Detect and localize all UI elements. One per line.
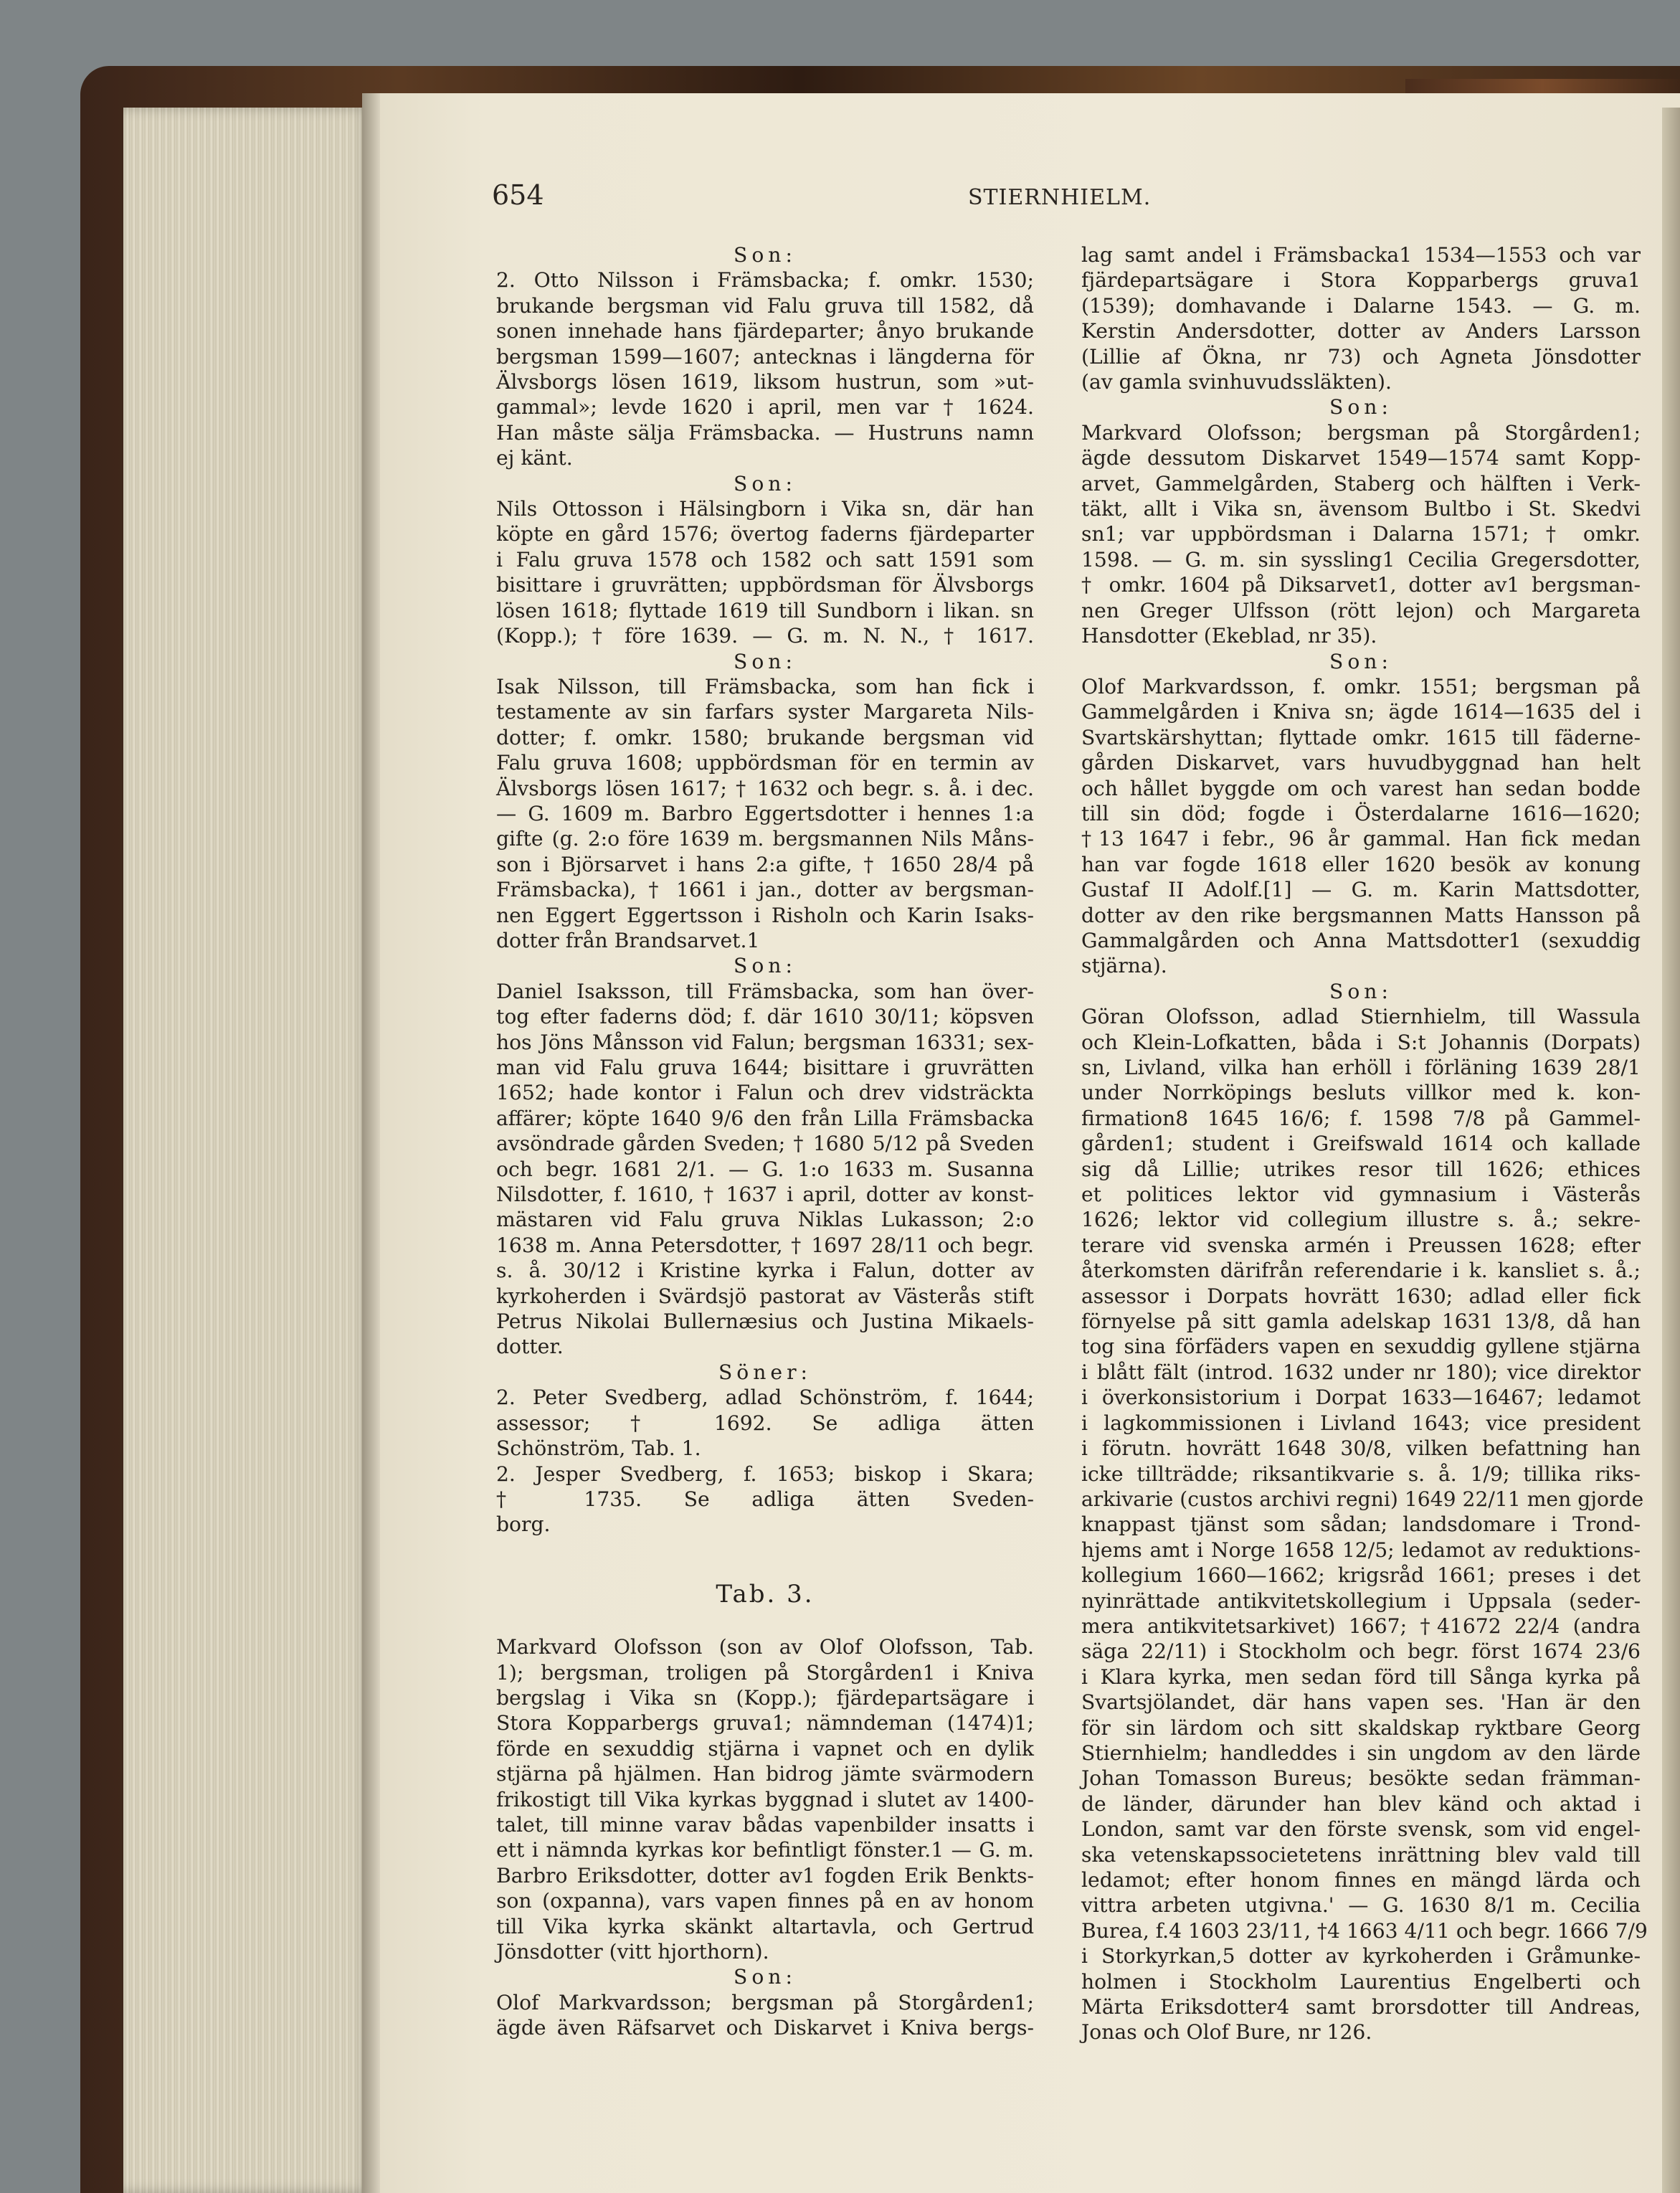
right-column-text [1081, 242, 1648, 2045]
text-line: 1); bergsman, troligen på Storgården1 i Kniva [496, 1660, 1034, 1685]
text-line: holmen i Stockholm Laurentius Engelberti och [1081, 1969, 1641, 1994]
text-line: Olof Markvardsson, f. omkr. 1551; bergsman på [1081, 674, 1641, 698]
text-line: ägde även Räfsarvet och Diskarvet i Kniva bergs- [496, 2016, 1034, 2040]
text-line: i blått fält (introd. 1632 under nr 180); vice direktor [1081, 1360, 1641, 1384]
text-line: Jönsdotter (vitt hjorthorn). [496, 1940, 769, 1964]
text-line: (Kopp.); † före 1639. — G. m. N. N., † 1617. [496, 624, 1034, 648]
text-line: avsöndrade gården Sveden; † 1680 5/12 på Sveden [496, 1132, 1034, 1156]
text-line: gården1; student i Greifswald 1614 och kallade [1081, 1132, 1641, 1156]
text-line: Isak Nilsson, till Främsbacka, som han fick i [496, 674, 1034, 698]
text-line: Älvsborgs lösen 1617; † 1632 och begr. s. å. i dec. [496, 776, 1034, 800]
text-line: testamente av sin farfars syster Margareta Nils- [496, 700, 1034, 724]
text-line: — G. 1609 m. Barbro Eggertsdotter i hennes 1:a [496, 801, 1034, 825]
text-line: son (oxpanna), vars vapen finnes på en av honom [496, 1889, 1034, 1913]
text-line: för sin lärdom och sitt skaldskap ryktbare Georg [1081, 1715, 1641, 1740]
text-line: Olof Markvardsson; bergsman på Storgården1; [496, 1990, 1034, 2014]
text-line: hjems amt i Norge 1658 12/5; ledamot av reduktions- [1081, 1538, 1641, 1562]
section-heading: Son: [734, 243, 797, 267]
text-line: i förutn. hovrätt 1648 30/8, vilken befattning han [1081, 1436, 1641, 1461]
left-column-text-a [496, 242, 1034, 1538]
text-line: † 1735. Se adliga ätten Sveden- [496, 1487, 1034, 1511]
text-line: 2. Jesper Svedberg, f. 1653; biskop i Skara; [496, 1462, 1034, 1486]
text-line: återkomsten därifrån referendarie i k. kansliet s. å.; [1081, 1259, 1641, 1283]
text-line: talet, till minne varav bådas vapenbilder insatts i [496, 1812, 1034, 1837]
text-line: 1638 m. Anna Petersdotter, † 1697 28/11 och begr. [496, 1233, 1034, 1257]
text-line: et politices lektor vid gymnasium i Västerås [1081, 1183, 1641, 1207]
text-line: London, samt var den förste svensk, som vid engel- [1081, 1817, 1641, 1842]
section-heading: Söner: [718, 1360, 812, 1384]
text-line: Schönström, Tab. 1. [496, 1436, 701, 1461]
text-line: i Klara kyrka, men sedan förd till Sånga kyrka på [1081, 1664, 1641, 1689]
facing-page-edge [1662, 108, 1680, 2193]
text-line: kollegium 1660—1662; krigsråd 1661; preses i det [1081, 1563, 1641, 1588]
text-line: son i Björsarvet i hans 2:a gifte, † 1650 28/4 på [496, 852, 1034, 876]
section-heading: Son: [734, 1965, 797, 1989]
text-line: Svartsjölandet, där hans vapen ses. 'Han är den [1081, 1690, 1641, 1715]
text-line: till sin död; fogde i Österdalarne 1616—1620; [1081, 801, 1641, 825]
text-line: gammal»; levde 1620 i april, men var † 1624. [496, 395, 1034, 420]
text-line: tog efter faderns död; f. där 1610 30/11; köpsven [496, 1005, 1034, 1029]
text-line: till Vika kyrka skänkt altartavla, och Gertrud [496, 1914, 1034, 1938]
text-line: mera antikvitetsarkivet) 1667; †41672 22/4 (andra [1081, 1614, 1641, 1638]
text-line: nyinrättade antikvitetskollegium i Uppsala (seder- [1081, 1588, 1641, 1613]
text-line: Gammalgården och Anna Mattsdotter1 (sexuddig [1081, 928, 1641, 952]
text-line: i Storkyrkan,5 dotter av kyrkoherden i Gråmunke- [1081, 1944, 1641, 1969]
text-line: sonen innehade hans fjärdeparter; ånyo brukande [496, 319, 1034, 344]
text-line: Markvard Olofsson; bergsman på Storgården1; [1081, 420, 1641, 445]
text-line: och begr. 1681 2/1. — G. 1:o 1633 m. Susanna [496, 1157, 1034, 1181]
text-line: ledamot; efter honom finnes en mängd lärda och [1081, 1868, 1641, 1892]
text-line: Jonas och Olof Bure, nr 126. [1081, 2020, 1372, 2045]
section-heading: Son: [1329, 649, 1392, 673]
text-line: under Norrköpings besluts villkor med k. kon- [1081, 1081, 1641, 1105]
text-line: sn, Livland, vilka han erhöll i förläning 1639 28/1 [1081, 1056, 1641, 1079]
text-line: ska vetenskapssocietetens inrättning blev vald till [1081, 1842, 1641, 1867]
text-line: ett i nämnda kyrkas kor befintligt fönster.1 — G. m. [496, 1838, 1034, 1862]
text-line: han var fogde 1618 eller 1620 besök av konung [1081, 852, 1641, 876]
text-line: Petrus Nikolai Bullernæsius och Justina Mikaels- [496, 1309, 1034, 1334]
text-line: sn1; var uppbördsman i Dalarna 1571; † omkr. [1081, 522, 1641, 546]
text-line: Johan Tomasson Bureus; besökte sedan främman- [1081, 1766, 1641, 1791]
section-title-tab-3: Tab. 3. [716, 1579, 815, 1609]
text-line: knappast tjänst som sådan; landsdomare i Trond- [1081, 1512, 1641, 1537]
text-line: i lagkommissionen i Livland 1643; vice president [1081, 1411, 1641, 1435]
text-line: köpte en gård 1576; övertog faderns fjärdeparter [496, 522, 1034, 546]
text-line: gifte (g. 2:o före 1639 m. bergsmannen Nils Måns- [496, 827, 1034, 851]
text-line: stjärna på hjälmen. Han bidrog jämte svärmodern [496, 1762, 1034, 1786]
text-line: ej känt. [496, 446, 573, 470]
text-line: dotter; f. omkr. 1580; brukande bergsman vid [496, 725, 1034, 749]
text-line: †13 1647 i febr., 96 år gammal. Han fick medan [1081, 827, 1641, 851]
text-line: lösen 1618; flyttade 1619 till Sundborn i likan. sn [496, 598, 1034, 622]
text-line: kyrkoherden i Svärdsjö pastorat av Västerås stift [496, 1284, 1034, 1308]
text-line: fjärdepartsägare i Stora Kopparbergs gruva1 [1081, 268, 1641, 293]
text-line: tog sina förfäders vapen en sexuddig gyllene stjärna [1081, 1335, 1641, 1359]
text-line: ägde dessutom Diskarvet 1549—1574 samt Kopp- [1081, 446, 1641, 470]
text-line: Han måste sälja Främsbacka. — Hustruns namn [496, 420, 1034, 445]
section-heading: Son: [1329, 979, 1392, 1003]
text-line: 2. Otto Nilsson i Främsbacka; f. omkr. 1530; [496, 268, 1034, 293]
text-line: Nilsdotter, f. 1610, † 1637 i april, dotter av konst- [496, 1183, 1034, 1207]
text-line: † omkr. 1604 på Diksarvet1, dotter av1 bergsman- [1081, 573, 1641, 597]
running-head: STIERNHIELM. [968, 185, 1152, 210]
text-line: nen Greger Ulfsson (rött lejon) och Margareta [1081, 598, 1641, 622]
text-line: Älvsborgs lösen 1619, liksom hustrun, som »ut- [496, 370, 1034, 394]
text-line: Burea, f.4 1603 23/11, †4 1663 4/11 och begr. 1666 7/9 [1081, 1918, 1648, 1943]
text-line: affärer; köpte 1640 9/6 den från Lilla Främsbacka [496, 1106, 1034, 1130]
text-line: täkt, allt i Vika sn, ävensom Bultbo i St. Skedvi [1081, 497, 1641, 521]
text-line: arkivarie (custos archivi regni) 1649 22/11 men gjorde [1081, 1487, 1644, 1511]
text-line: gården Diskarvet, vars huvudbyggnad han helt [1081, 751, 1641, 775]
text-line: 1626; lektor vid collegium illustre s. å.; sekre- [1081, 1208, 1641, 1232]
text-line: sig då Lillie; utrikes resor till 1626; ethices [1081, 1157, 1641, 1181]
page-stack-edge [123, 108, 371, 2193]
text-line: nen Eggert Eggertsson i Risholn och Karin Isaks- [496, 903, 1034, 927]
text-line: bergsman 1599—1607; antecknas i längderna för [496, 344, 1034, 369]
text-line: s. å. 30/12 i Kristine kyrka i Falun, dotter av [496, 1259, 1034, 1283]
text-line: Svartskärshyttan; flyttade omkr. 1615 till fäderne- [1081, 725, 1641, 749]
page-number: 654 [492, 179, 544, 211]
text-line: (Lillie af Ökna, nr 73) och Agneta Jönsdotter [1081, 344, 1641, 369]
text-line: Markvard Olofsson (son av Olof Olofsson, Tab. [496, 1635, 1034, 1659]
section-heading: Son: [734, 954, 797, 978]
text-line: Barbro Eriksdotter, dotter av1 fogden Erik Benkts- [496, 1863, 1034, 1888]
text-line: Falu gruva 1608; uppbördsman för en termin av [496, 751, 1034, 775]
text-line: icke tillträdde; riksantikvarie s. å. 1/9; tillika riks- [1081, 1462, 1641, 1486]
text-line: bergslag i Vika sn (Kopp.); fjärdepartsägare i [496, 1685, 1034, 1710]
text-line: Göran Olofsson, adlad Stiernhielm, till Wassula [1081, 1005, 1641, 1029]
left-column-text-b [496, 1634, 1034, 2041]
section-heading: Son: [734, 649, 797, 673]
text-line: mästaren vid Falu gruva Niklas Lukasson; 2:o [496, 1208, 1034, 1232]
text-line: frikostigt till Vika kyrkas byggnad i slutet av 1400- [496, 1787, 1034, 1811]
text-line: lag samt andel i Främsbacka1 1534—1553 och var [1081, 243, 1641, 267]
text-line: Gammelgården i Kniva sn; ägde 1614—1635 del i [1081, 700, 1641, 724]
text-line: Stiernhielm; handleddes i sin ungdom av den lärde [1081, 1740, 1641, 1765]
text-line: Gustaf II Adolf.[1] — G. m. Karin Mattsdotter, [1081, 878, 1641, 902]
text-line: 2. Peter Svedberg, adlad Schönström, f. 1644; [496, 1386, 1034, 1410]
text-line: Stora Kopparbergs gruva1; nämndeman (1474)1; [496, 1711, 1034, 1735]
text-line: säga 22/11) i Stockholm och begr. först 1674 23/6 [1081, 1639, 1641, 1664]
section-heading: Son: [1329, 395, 1392, 420]
text-line: brukande bergsman vid Falu gruva till 1582, då [496, 293, 1034, 318]
text-line: arvet, Gammelgården, Staberg och hälften i Verk- [1081, 471, 1641, 496]
text-line: stjärna). [1081, 954, 1167, 978]
text-line: Nils Ottosson i Hälsingborn i Vika sn, där han [496, 497, 1034, 521]
text-line: de länder, därunder han blev känd och aktad i [1081, 1791, 1641, 1816]
text-line: och Klein-Lofkatten, båda i S:t Johannis (Dorpats) [1081, 1030, 1641, 1054]
text-line: Hansdotter (Ekeblad, nr 35). [1081, 624, 1377, 648]
text-line: hos Jöns Månsson vid Falun; bergsman 16331; sex- [496, 1030, 1034, 1054]
text-line: dotter av den rike bergsmannen Matts Hansson på [1081, 903, 1641, 927]
text-line: (1539); domhavande i Dalarne 1543. — G. m. [1081, 293, 1641, 318]
text-line: assessor i Dorpats hovrätt 1630; adlad eller fick [1081, 1284, 1641, 1308]
text-line: (av gamla svinhuvudssläkten). [1081, 370, 1392, 394]
text-line: borg. [496, 1512, 551, 1537]
text-line: Märta Eriksdotter4 samt brorsdotter till Andreas, [1081, 1995, 1641, 2019]
text-line: assessor; † 1692. Se adliga ätten [496, 1411, 1034, 1435]
text-line: terare vid svenska armén i Preussen 1628; efter [1081, 1233, 1641, 1257]
text-line: bisittare i gruvrätten; uppbördsman för Älvsborgs [496, 573, 1034, 597]
left-column [496, 242, 1034, 2041]
text-line: dotter. [496, 1335, 564, 1359]
text-line: förde en sexuddig stjärna i vapnet och en dylik [496, 1736, 1034, 1761]
text-line: och hållet byggde om och varest han sedan bodde [1081, 776, 1641, 800]
text-line: man vid Falu gruva 1644; bisittare i gruvrätten [496, 1056, 1034, 1079]
text-line: 1652; hade kontor i Falun och drev vidsträckta [496, 1081, 1034, 1105]
text-line: förnyelse på sitt gamla adelskap 1631 13/8, då han [1081, 1309, 1641, 1334]
text-line: i överkonsistorium i Dorpat 1633—16467; ledamot [1081, 1386, 1641, 1410]
text-line: i Falu gruva 1578 och 1582 och satt 1591 som [496, 547, 1034, 572]
section-heading: Son: [734, 471, 797, 496]
text-line: Främsbacka), † 1661 i jan., dotter av bergsman- [496, 878, 1034, 902]
text-line: Daniel Isaksson, till Främsbacka, som han över- [496, 979, 1034, 1003]
text-line: Kerstin Andersdotter, dotter av Anders Larsson [1081, 319, 1641, 344]
text-line: 1598. — G. m. sin syssling1 Cecilia Gregersdotter, [1081, 547, 1641, 572]
right-column [1081, 242, 1648, 2045]
text-line: firmation8 1645 16/6; f. 1598 7/8 på Gammel- [1081, 1106, 1641, 1130]
text-line: vittra arbeten utgivna.' — G. 1630 8/1 m. Cecilia [1081, 1893, 1641, 1918]
text-line: dotter från Brandsarvet.1 [496, 928, 760, 952]
